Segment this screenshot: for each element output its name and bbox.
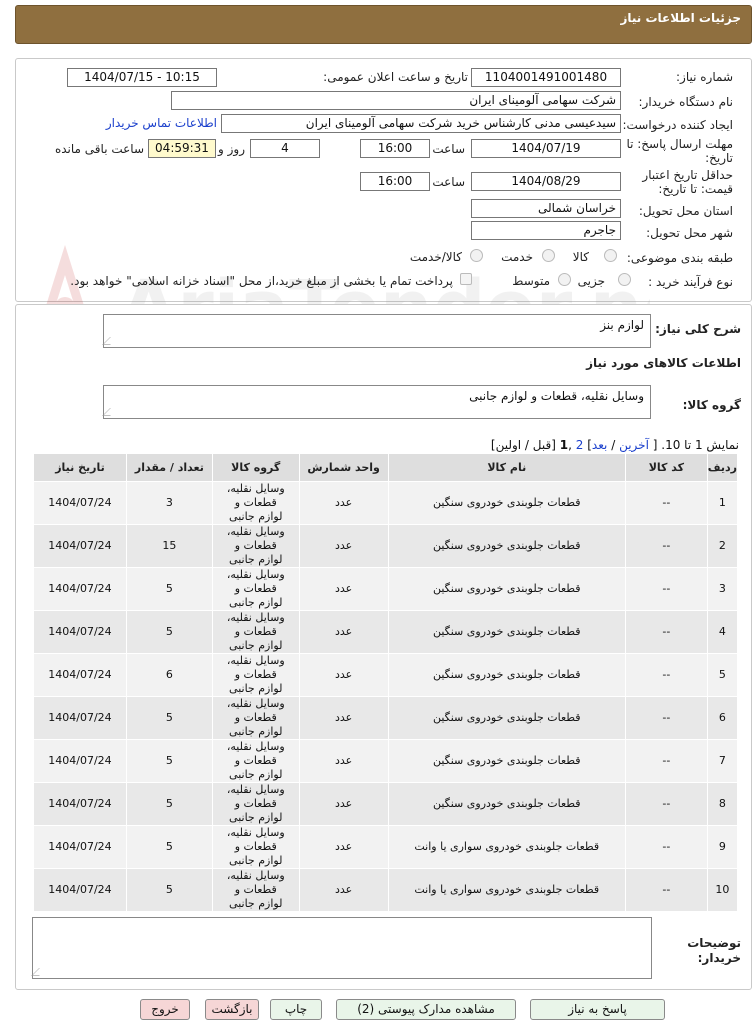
cell-row-number: 8	[707, 783, 737, 826]
cell-item-name: قطعات جلوبندی خودروی سنگین	[388, 783, 625, 826]
table-row	[34, 525, 738, 568]
process-medium-radio[interactable]	[558, 273, 571, 286]
announce-datetime-field: 1404/07/15 - 10:15	[67, 68, 217, 87]
pagination-next-link[interactable]: بعد	[591, 438, 608, 452]
province-field: خراسان شمالی	[471, 199, 621, 218]
exit-button[interactable]: خروج	[140, 999, 190, 1020]
process-medium-label: متوسط	[512, 274, 550, 288]
col-header-unit: واحد شمارش	[299, 454, 388, 482]
cell-quantity: 5	[126, 783, 212, 826]
cell-item-name: قطعات جلوبندی خودروی سنگین	[388, 611, 625, 654]
cell-item-name: قطعات جلوبندی خودروی سنگین	[388, 568, 625, 611]
cell-row-number: 6	[707, 697, 737, 740]
cell-item-code: --	[625, 697, 707, 740]
category-service-label: خدمت	[501, 250, 533, 264]
reply-button[interactable]: پاسخ به نیاز	[530, 999, 665, 1020]
cell-need-date: 1404/07/24	[34, 482, 127, 525]
buyer-notes-label-line1: توضیحات	[687, 936, 741, 950]
back-button[interactable]: بازگشت	[205, 999, 259, 1020]
cell-item-code: --	[625, 826, 707, 869]
cell-item-name: قطعات جلوبندی خودروی سنگین	[388, 525, 625, 568]
cell-item-group: وسایل نقلیه، قطعات و لوازم جانبی	[212, 697, 299, 740]
table-row	[34, 740, 738, 783]
pagination-prefix: نمایش 1 تا 10. [	[652, 438, 739, 452]
col-header-group: گروه کالا	[212, 454, 299, 482]
category-goods-radio[interactable]	[604, 249, 617, 262]
process-label: نوع فرآیند خرید :	[648, 275, 733, 289]
table-row	[34, 697, 738, 740]
items-table-body	[34, 482, 738, 912]
cell-quantity: 5	[126, 740, 212, 783]
need-number-label: شماره نیاز:	[676, 70, 733, 84]
deadline-time-field: 16:00	[360, 139, 430, 158]
pagination-last-link[interactable]: آخرین	[619, 438, 649, 452]
announce-datetime-label: تاریخ و ساعت اعلان عمومی:	[323, 70, 468, 84]
cell-item-group: وسایل نقلیه، قطعات و لوازم جانبی	[212, 654, 299, 697]
cell-item-name: قطعات جلوبندی خودروی سنگین	[388, 654, 625, 697]
cell-item-name: قطعات جلوبندی خودروی سنگین	[388, 482, 625, 525]
cell-unit: عدد	[299, 611, 388, 654]
buyer-notes-label-line2: خریدار:	[697, 951, 741, 965]
cell-row-number: 2	[707, 525, 737, 568]
pagination-page-2[interactable]: 2	[575, 438, 584, 452]
cell-item-group: وسایل نقلیه، قطعات و لوازم جانبی	[212, 568, 299, 611]
pagination-suffix: [قبل / اولین]	[490, 438, 556, 452]
category-service-radio[interactable]	[542, 249, 555, 262]
city-field: جاجرم	[471, 221, 621, 240]
table-header-row	[34, 454, 738, 482]
pagination-sep: /	[611, 438, 616, 452]
resize-grip-icon[interactable]	[102, 408, 118, 416]
table-row	[34, 654, 738, 697]
cell-item-code: --	[625, 869, 707, 912]
deadline-days-label: روز و	[218, 142, 245, 156]
summary-label: شرح کلی نیاز:	[655, 322, 741, 336]
cell-unit: عدد	[299, 826, 388, 869]
remaining-time-label: ساعت باقی مانده	[54, 142, 144, 156]
buyer-contact-link[interactable]: اطلاعات تماس خریدار	[105, 116, 217, 130]
cell-unit: عدد	[299, 525, 388, 568]
deadline-label-line2: تاریخ:	[705, 151, 733, 165]
cell-unit: عدد	[299, 654, 388, 697]
deadline-days-field: 4	[250, 139, 320, 158]
cell-quantity: 5	[126, 869, 212, 912]
cell-need-date: 1404/07/24	[34, 654, 127, 697]
table-row	[34, 869, 738, 912]
cell-item-code: --	[625, 482, 707, 525]
col-header-row: ردیف	[707, 454, 737, 482]
buyer-org-label: نام دستگاه خریدار:	[638, 95, 733, 109]
cell-item-name: قطعات جلوبندی خودروی سنگین	[388, 740, 625, 783]
summary-text: لوازم بنز	[600, 318, 644, 332]
cell-need-date: 1404/07/24	[34, 826, 127, 869]
validity-time-label: ساعت	[432, 175, 465, 189]
cell-need-date: 1404/07/24	[34, 568, 127, 611]
cell-quantity: 15	[126, 525, 212, 568]
cell-need-date: 1404/07/24	[34, 525, 127, 568]
col-header-name: نام کالا	[388, 454, 625, 482]
cell-unit: عدد	[299, 783, 388, 826]
view-attachments-button[interactable]: مشاهده مدارک پیوستی (2)	[336, 999, 516, 1020]
cell-row-number: 7	[707, 740, 737, 783]
pagination-comma: ,	[568, 438, 572, 452]
buyer-notes-textarea	[32, 917, 652, 979]
cell-quantity: 5	[126, 568, 212, 611]
col-header-code: کد کالا	[625, 454, 707, 482]
cell-item-group: وسایل نقلیه، قطعات و لوازم جانبی	[212, 826, 299, 869]
cell-need-date: 1404/07/24	[34, 697, 127, 740]
category-goods-label: کالا	[572, 250, 589, 264]
cell-item-group: وسایل نقلیه، قطعات و لوازم جانبی	[212, 611, 299, 654]
goods-group-text: وسایل نقلیه، قطعات و لوازم جانبی	[469, 389, 644, 403]
cell-item-group: وسایل نقلیه، قطعات و لوازم جانبی	[212, 740, 299, 783]
goods-info-heading: اطلاعات کالاهای مورد نیاز	[586, 356, 741, 370]
cell-item-code: --	[625, 568, 707, 611]
cell-item-code: --	[625, 654, 707, 697]
col-header-qty: تعداد / مقدار	[126, 454, 212, 482]
validity-time-field: 16:00	[360, 172, 430, 191]
cell-item-group: وسایل نقلیه، قطعات و لوازم جانبی	[212, 869, 299, 912]
treasury-payment-checkbox[interactable]	[460, 273, 472, 285]
table-row	[34, 826, 738, 869]
table-row	[34, 482, 738, 525]
table-row	[34, 568, 738, 611]
cell-quantity: 5	[126, 697, 212, 740]
cell-unit: عدد	[299, 482, 388, 525]
cell-row-number: 9	[707, 826, 737, 869]
validity-label-line2: قیمت: تا تاریخ:	[658, 182, 733, 196]
cell-item-code: --	[625, 611, 707, 654]
cell-need-date: 1404/07/24	[34, 869, 127, 912]
pagination	[491, 438, 739, 452]
deadline-date-field: 1404/07/19	[471, 139, 621, 158]
process-minor-radio[interactable]	[618, 273, 631, 286]
cell-need-date: 1404/07/24	[34, 611, 127, 654]
cell-need-date: 1404/07/24	[34, 783, 127, 826]
table-row	[34, 783, 738, 826]
process-minor-label: جزیی	[577, 274, 605, 288]
city-label: شهر محل تحویل:	[646, 226, 733, 240]
goods-group-textarea	[103, 385, 651, 419]
validity-date-field: 1404/08/29	[471, 172, 621, 191]
cell-row-number: 4	[707, 611, 737, 654]
pagination-close: ]	[587, 438, 592, 452]
cell-row-number: 3	[707, 568, 737, 611]
items-table-wrapper	[33, 453, 738, 912]
cell-item-code: --	[625, 783, 707, 826]
cell-row-number: 1	[707, 482, 737, 525]
resize-grip-icon[interactable]	[102, 337, 118, 345]
cell-item-group: وسایل نقلیه، قطعات و لوازم جانبی	[212, 783, 299, 826]
buyer-org-field: شرکت سهامی آلومینای ایران	[171, 91, 621, 110]
table-row	[34, 611, 738, 654]
need-number-field: 1104001491001480	[471, 68, 621, 87]
cell-item-code: --	[625, 740, 707, 783]
items-table	[33, 453, 738, 912]
cell-item-group: وسایل نقلیه، قطعات و لوازم جانبی	[212, 525, 299, 568]
summary-textarea	[103, 314, 651, 348]
category-label: طبقه بندی موضوعی:	[626, 251, 733, 265]
requester-field: سیدعیسی مدنی کارشناس خرید شرکت سهامی آلومینای ایران	[221, 114, 621, 133]
cell-unit: عدد	[299, 568, 388, 611]
cell-need-date: 1404/07/24	[34, 740, 127, 783]
cell-quantity: 6	[126, 654, 212, 697]
pagination-current-page: 1	[559, 438, 569, 452]
remaining-time-field: 04:59:31	[148, 139, 216, 158]
cell-unit: عدد	[299, 697, 388, 740]
page-title: جزئیات اطلاعات نیاز	[620, 11, 741, 25]
resize-grip-icon[interactable]	[31, 968, 47, 976]
cell-row-number: 5	[707, 654, 737, 697]
cell-item-group: وسایل نقلیه، قطعات و لوازم جانبی	[212, 482, 299, 525]
goods-group-label: گروه کالا:	[682, 398, 741, 412]
deadline-label-line1: مهلت ارسال پاسخ: تا	[626, 137, 733, 151]
cell-row-number: 10	[707, 869, 737, 912]
cell-item-name: قطعات جلوبندی خودروی سواری یا وانت	[388, 826, 625, 869]
cell-quantity: 3	[126, 482, 212, 525]
category-both-label: کالا/خدمت	[409, 250, 462, 264]
cell-quantity: 5	[126, 826, 212, 869]
print-button[interactable]: چاپ	[270, 999, 322, 1020]
cell-unit: عدد	[299, 869, 388, 912]
col-header-date: تاریخ نیاز	[34, 454, 127, 482]
cell-quantity: 5	[126, 611, 212, 654]
deadline-time-label: ساعت	[432, 142, 465, 156]
cell-item-name: قطعات جلوبندی خودروی سواری یا وانت	[388, 869, 625, 912]
cell-item-name: قطعات جلوبندی خودروی سنگین	[388, 697, 625, 740]
requester-label: ایجاد کننده درخواست:	[622, 118, 733, 132]
validity-label-line1: حداقل تاریخ اعتبار	[642, 168, 733, 182]
category-both-radio[interactable]	[470, 249, 483, 262]
cell-unit: عدد	[299, 740, 388, 783]
province-label: استان محل تحویل:	[638, 204, 733, 218]
cell-item-code: --	[625, 525, 707, 568]
treasury-payment-note: پرداخت تمام یا بخشی از مبلغ خرید،از محل "اسناد خزانه اسلامی" خواهد بود.	[70, 274, 453, 288]
